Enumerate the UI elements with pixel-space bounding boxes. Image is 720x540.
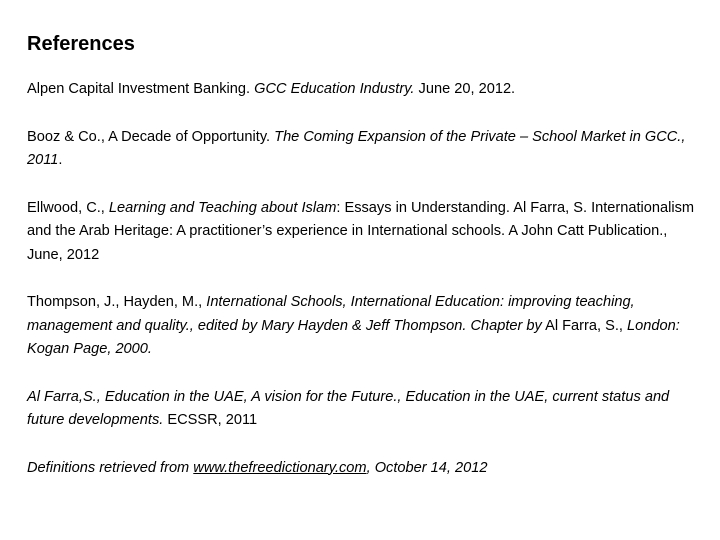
reference-text: : Essays in Understanding. Al Farra, S. Internationalism and the Arab Heritage: A practitioner’s experience in International schools. A John Catt Publication., June, 2012 — [27, 199, 695, 263]
reference-text: Booz & Co., A Decade of Opportunity. — [27, 128, 275, 145]
reference-text: Alpen Capital Investment Banking. — [27, 81, 255, 97]
reference-item-ellwood — [27, 197, 697, 268]
reference-title: The Coming Expansion of the Private – School Market in GCC., 2011 — [27, 128, 686, 168]
reference-publisher: ECSSR, 2011 — [163, 412, 258, 428]
page-title: References — [27, 33, 135, 55]
reference-date: , October 14, 2012 — [366, 459, 488, 476]
reference-text: Al Farra, S., — [541, 317, 627, 334]
reference-title: GCC Education Industry. — [254, 81, 415, 97]
freedictionary-link[interactable]: www.thefreedictionary.com — [193, 459, 367, 476]
reference-item-thompson — [27, 291, 697, 362]
reference-item-booz — [27, 126, 697, 173]
reference-item-alfarra — [27, 386, 697, 433]
reference-date: June 20, 2012. — [414, 81, 516, 97]
reference-publisher: London: Kogan Page, 2000. — [27, 317, 680, 357]
reference-text: Definitions retrieved from — [27, 459, 194, 476]
reference-author: Ellwood, C., — [27, 199, 109, 216]
reference-author: Thompson, J., Hayden, M., — [27, 294, 207, 310]
reference-title: Learning and Teaching about Islam — [108, 199, 337, 216]
reference-item-alpen — [27, 78, 697, 102]
reference-title: International Schools, International Education: improving teaching, management and quality., edited by Mary Hayden & Jeff Thompson. Chapter by — [27, 294, 635, 334]
references-page — [27, 28, 697, 504]
reference-text: . — [58, 152, 63, 168]
reference-item-definitions — [27, 457, 697, 481]
reference-title: Al Farra,S., Education in the UAE, A vision for the Future., Education in the UAE, current status and future developments. — [27, 388, 670, 428]
